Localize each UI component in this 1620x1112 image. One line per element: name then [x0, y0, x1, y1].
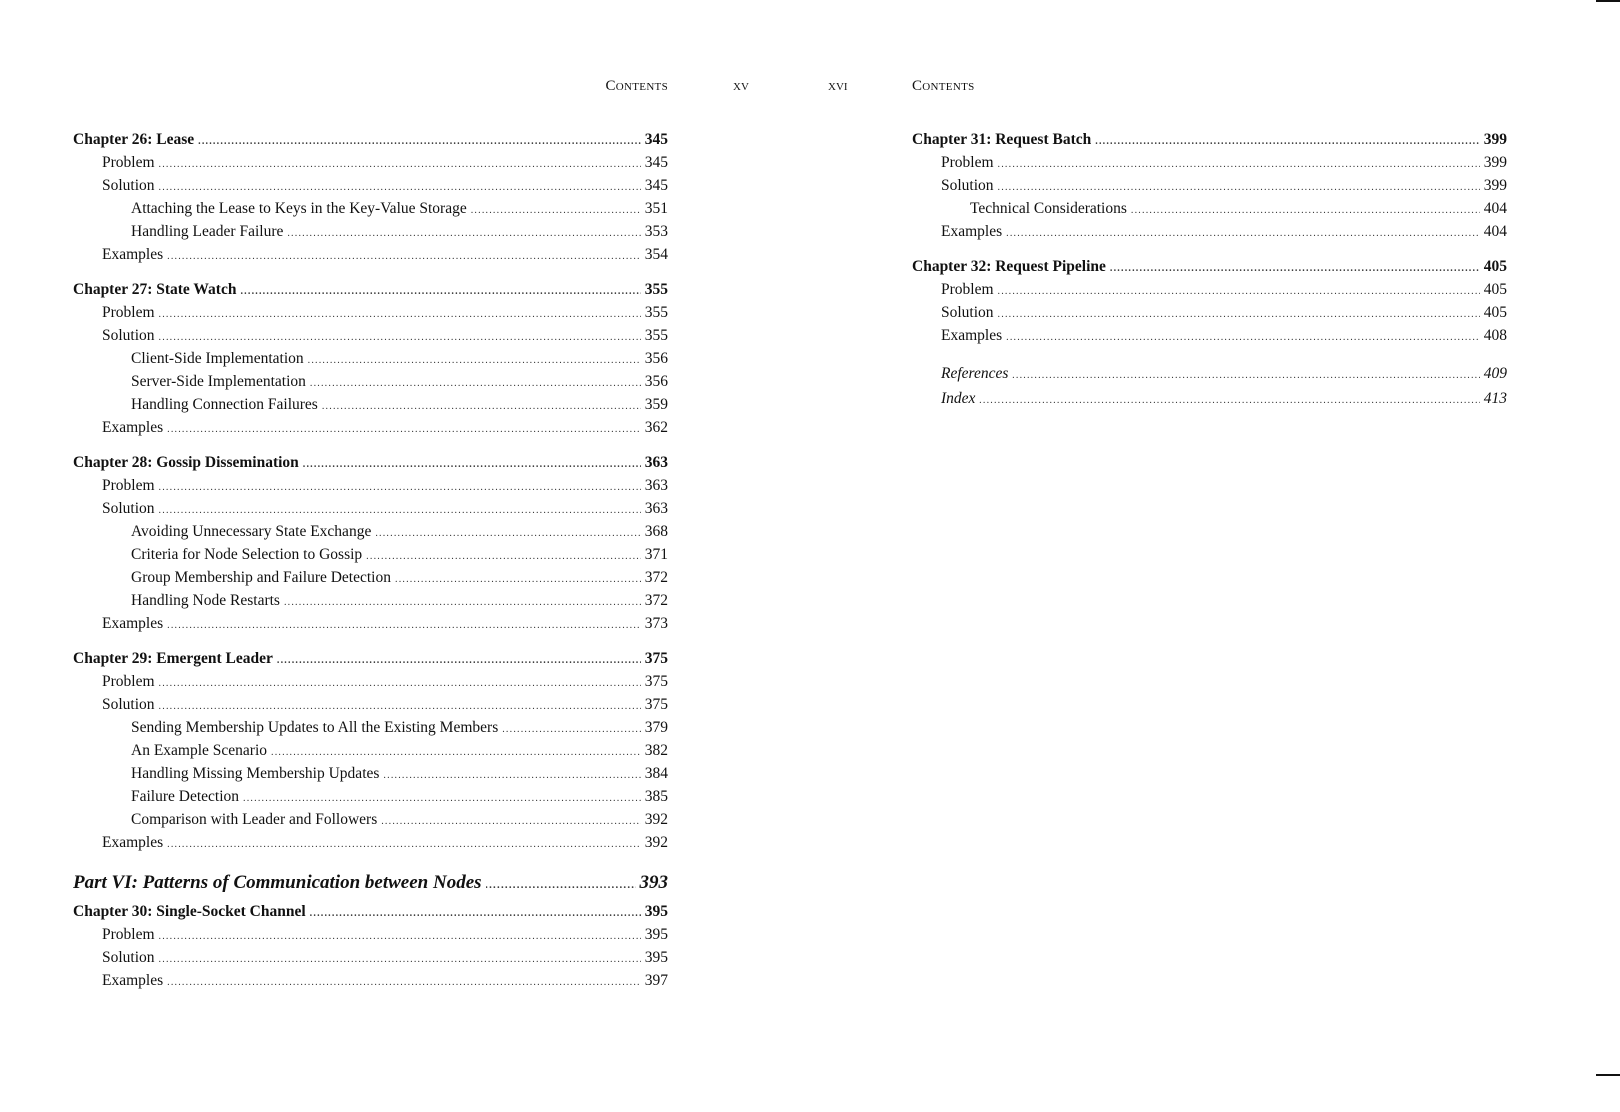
toc-entry-section[interactable] — [912, 324, 1507, 347]
toc-entry-chapter[interactable] — [73, 900, 668, 923]
toc-entry-page-number: 379 — [644, 719, 668, 736]
toc-entry-section[interactable] — [73, 612, 668, 635]
toc-entry-page-number: 372 — [644, 569, 668, 586]
toc-entry-sub[interactable] — [73, 566, 668, 589]
toc-entry-page-number: 354 — [644, 246, 668, 263]
toc-entry-title: Group Membership and Failure Detection — [131, 569, 391, 586]
toc-entry-title: Examples — [941, 327, 1003, 344]
dot-leader — [287, 222, 640, 245]
toc-entry-page-number: 373 — [644, 615, 668, 632]
dot-leader — [167, 971, 641, 994]
dot-leader — [383, 764, 640, 787]
toc-entry-sub[interactable] — [73, 520, 668, 543]
toc-entry-chapter[interactable] — [73, 278, 668, 301]
dot-leader — [159, 326, 641, 349]
toc-entry-title: Problem — [941, 154, 994, 171]
dot-leader — [998, 176, 1480, 199]
toc-entry-title: Problem — [941, 281, 994, 298]
dot-leader — [1110, 257, 1480, 280]
toc-entry-title: Problem — [102, 926, 155, 943]
toc-entry-title: Solution — [102, 327, 155, 344]
toc-entry-title: Chapter 32: Request Pipeline — [912, 258, 1106, 275]
toc-entry-page-number: 363 — [644, 454, 668, 471]
toc-entry-page-number: 393 — [639, 872, 668, 893]
toc-entry-title: Client-Side Implementation — [131, 350, 304, 367]
toc-entry-title: Solution — [102, 177, 155, 194]
dot-leader — [502, 718, 641, 741]
dot-leader — [375, 522, 640, 545]
toc-entry-sub[interactable] — [73, 808, 668, 831]
dot-leader — [471, 199, 641, 222]
toc-entry-page-number: 355 — [644, 327, 668, 344]
dot-leader — [486, 870, 636, 900]
toc-entry-title: Examples — [102, 972, 164, 989]
toc-entry-backmatter[interactable] — [912, 386, 1507, 411]
toc-entry-title: Handling Leader Failure — [131, 223, 284, 240]
toc-entry-page-number: 405 — [1483, 304, 1507, 321]
page-edge-mark-bottom — [1596, 1074, 1620, 1076]
dot-leader — [1006, 326, 1480, 349]
dot-leader — [159, 303, 641, 326]
dot-leader — [167, 245, 641, 268]
toc-entry-sub[interactable] — [73, 347, 668, 370]
dot-leader — [303, 453, 641, 476]
dot-leader — [159, 153, 641, 176]
toc-entry-title: Examples — [102, 615, 164, 632]
toc-entry-section[interactable] — [73, 243, 668, 266]
toc-entry-page-number: 399 — [1483, 177, 1507, 194]
toc-entry-chapter[interactable] — [73, 647, 668, 670]
toc-entry-section[interactable] — [73, 324, 668, 347]
dot-leader — [366, 545, 641, 568]
dot-leader — [308, 349, 641, 372]
toc-entry-title: Solution — [102, 500, 155, 517]
toc-entry-backmatter[interactable] — [912, 361, 1507, 386]
dot-leader — [979, 388, 1479, 413]
toc-entry-section[interactable] — [73, 946, 668, 969]
dot-leader — [381, 810, 641, 833]
dot-leader — [322, 395, 641, 418]
toc-entry-title: Comparison with Leader and Followers — [131, 811, 378, 828]
toc-entry-page-number: 345 — [644, 177, 668, 194]
folio-left: xv — [733, 78, 749, 94]
toc-entry-title: Handling Missing Membership Updates — [131, 765, 380, 782]
toc-entry-page-number: 384 — [644, 765, 668, 782]
toc-list-right — [912, 128, 1507, 411]
toc-entry-title: Solution — [941, 304, 994, 321]
toc-entry-title: Attaching the Lease to Keys in the Key-Value Storage — [131, 200, 467, 217]
toc-entry-title: Index — [941, 390, 976, 407]
toc-entry-page-number: 355 — [644, 304, 668, 321]
toc-entry-page-number: 382 — [644, 742, 668, 759]
dot-leader — [1012, 363, 1479, 388]
dot-leader — [167, 833, 641, 856]
toc-entry-title: Examples — [941, 223, 1003, 240]
toc-entry-page-number: 372 — [644, 592, 668, 609]
toc-entry-page-number: 392 — [644, 834, 668, 851]
toc-entry-sub[interactable] — [73, 370, 668, 393]
toc-entry-sub[interactable] — [73, 543, 668, 566]
toc-entry-page-number: 405 — [1483, 281, 1507, 298]
toc-entry-page-number: 392 — [644, 811, 668, 828]
toc-entry-page-number: 363 — [644, 500, 668, 517]
toc-entry-page-number: 405 — [1483, 258, 1507, 275]
dot-leader — [284, 591, 641, 614]
toc-entry-section[interactable] — [73, 831, 668, 854]
toc-entry-section[interactable] — [73, 151, 668, 174]
toc-entry-title: Examples — [102, 419, 164, 436]
toc-entry-page-number: 345 — [644, 131, 668, 148]
toc-entry-page-number: 395 — [644, 926, 668, 943]
toc-entry-title: Criteria for Node Selection to Gossip — [131, 546, 363, 563]
dot-leader — [1095, 130, 1480, 153]
toc-entry-section[interactable] — [73, 693, 668, 716]
toc-entry-page-number: 409 — [1483, 365, 1507, 382]
toc-entry-page-number: 375 — [644, 673, 668, 690]
toc-entry-section[interactable] — [73, 474, 668, 497]
toc-entry-title: Examples — [102, 246, 164, 263]
running-head-left: Contents — [605, 78, 668, 94]
toc-entry-title: Server-Side Implementation — [131, 373, 306, 390]
toc-entry-title: Problem — [102, 154, 155, 171]
dot-leader — [159, 476, 641, 499]
toc-entry-title: Chapter 27: State Watch — [73, 281, 237, 298]
toc-entry-chapter[interactable] — [73, 128, 668, 151]
toc-entry-sub[interactable] — [912, 197, 1507, 220]
toc-entry-page-number: 368 — [644, 523, 668, 540]
toc-entry-section[interactable] — [73, 416, 668, 439]
toc-entry-title: Failure Detection — [131, 788, 240, 805]
toc-entry-page-number: 356 — [644, 373, 668, 390]
toc-entry-section[interactable] — [912, 151, 1507, 174]
dot-leader — [277, 649, 641, 672]
dot-leader — [998, 280, 1480, 303]
toc-entry-section[interactable] — [73, 497, 668, 520]
running-head-right: Contents — [912, 78, 975, 94]
toc-entry-title: Solution — [941, 177, 994, 194]
toc-entry-page-number: 395 — [644, 949, 668, 966]
dot-leader — [240, 280, 640, 303]
toc-entry-title: Part VI: Patterns of Communication between Nodes — [73, 872, 482, 893]
toc-list-left — [73, 128, 668, 992]
toc-entry-title: Technical Considerations — [970, 200, 1127, 217]
dot-leader — [395, 568, 641, 591]
toc-entry-page-number: 408 — [1483, 327, 1507, 344]
toc-entry-title: Problem — [102, 477, 155, 494]
toc-entry-title: An Example Scenario — [131, 742, 268, 759]
toc-entry-sub[interactable] — [73, 197, 668, 220]
toc-entry-page-number: 375 — [644, 650, 668, 667]
dot-leader — [243, 787, 641, 810]
toc-entry-part[interactable] — [73, 868, 668, 898]
dot-leader — [167, 614, 641, 637]
dot-leader — [271, 741, 641, 764]
dot-leader — [998, 153, 1480, 176]
dot-leader — [198, 130, 641, 153]
toc-entry-title: Examples — [102, 834, 164, 851]
toc-entry-sub[interactable] — [73, 393, 668, 416]
toc-entry-title: Avoiding Unnecessary State Exchange — [131, 523, 372, 540]
toc-entry-title: Chapter 29: Emergent Leader — [73, 650, 273, 667]
toc-entry-page-number: 362 — [644, 419, 668, 436]
toc-entry-page-number: 375 — [644, 696, 668, 713]
toc-entry-section[interactable] — [912, 174, 1507, 197]
folio-right: xvi — [828, 78, 848, 94]
dot-leader — [310, 372, 641, 395]
dot-leader — [159, 176, 641, 199]
toc-entry-title: Chapter 30: Single-Socket Channel — [73, 903, 306, 920]
dot-leader — [159, 695, 641, 718]
dot-leader — [1006, 222, 1480, 245]
toc-entry-sub[interactable] — [73, 220, 668, 243]
toc-entry-title: References — [941, 365, 1009, 382]
toc-entry-title: Handling Node Restarts — [131, 592, 280, 609]
toc-entry-sub[interactable] — [73, 716, 668, 739]
toc-entry-title: Chapter 28: Gossip Dissemination — [73, 454, 299, 471]
toc-entry-title: Problem — [102, 673, 155, 690]
toc-entry-section[interactable] — [73, 670, 668, 693]
toc-entry-section[interactable] — [912, 278, 1507, 301]
toc-entry-title: Solution — [102, 696, 155, 713]
dot-leader — [159, 672, 641, 695]
toc-entry-section[interactable] — [73, 174, 668, 197]
toc-entry-chapter[interactable] — [912, 255, 1507, 278]
toc-entry-sub[interactable] — [73, 739, 668, 762]
toc-entry-page-number: 359 — [644, 396, 668, 413]
toc-entry-title: Problem — [102, 304, 155, 321]
toc-entry-chapter[interactable] — [912, 128, 1507, 151]
dot-leader — [998, 303, 1480, 326]
right-page — [810, 0, 1620, 1112]
toc-entry-page-number: 385 — [644, 788, 668, 805]
toc-entry-section[interactable] — [73, 923, 668, 946]
toc-entry-chapter[interactable] — [73, 451, 668, 474]
dot-leader — [167, 418, 641, 441]
toc-entry-page-number: 363 — [644, 477, 668, 494]
toc-entry-title: Chapter 31: Request Batch — [912, 131, 1092, 148]
toc-entry-page-number: 356 — [644, 350, 668, 367]
toc-entry-title: Sending Membership Updates to All the Existing Members — [131, 719, 499, 736]
toc-entry-page-number: 413 — [1483, 390, 1507, 407]
dot-leader — [159, 499, 641, 522]
toc-entry-page-number: 404 — [1483, 223, 1507, 240]
toc-entry-section[interactable] — [912, 220, 1507, 243]
toc-entry-page-number: 397 — [644, 972, 668, 989]
toc-entry-title: Handling Connection Failures — [131, 396, 318, 413]
toc-entry-section[interactable] — [912, 301, 1507, 324]
toc-entry-page-number: 371 — [644, 546, 668, 563]
toc-entry-section[interactable] — [73, 301, 668, 324]
toc-entry-page-number: 353 — [644, 223, 668, 240]
toc-entry-page-number: 345 — [644, 154, 668, 171]
toc-entry-page-number: 355 — [644, 281, 668, 298]
toc-entry-page-number: 399 — [1483, 154, 1507, 171]
dot-leader — [159, 925, 641, 948]
toc-entry-title: Chapter 26: Lease — [73, 131, 195, 148]
toc-entry-page-number: 351 — [644, 200, 668, 217]
toc-entry-sub[interactable] — [73, 762, 668, 785]
toc-entry-page-number: 395 — [644, 903, 668, 920]
dot-leader — [159, 948, 641, 971]
toc-entry-section[interactable] — [73, 969, 668, 992]
toc-entry-sub[interactable] — [73, 785, 668, 808]
toc-entry-sub[interactable] — [73, 589, 668, 612]
page-edge-mark-top — [1596, 0, 1620, 2]
toc-entry-page-number: 399 — [1483, 131, 1507, 148]
dot-leader — [310, 902, 641, 925]
dot-leader — [1131, 199, 1480, 222]
toc-entry-title: Solution — [102, 949, 155, 966]
toc-entry-page-number: 404 — [1483, 200, 1507, 217]
